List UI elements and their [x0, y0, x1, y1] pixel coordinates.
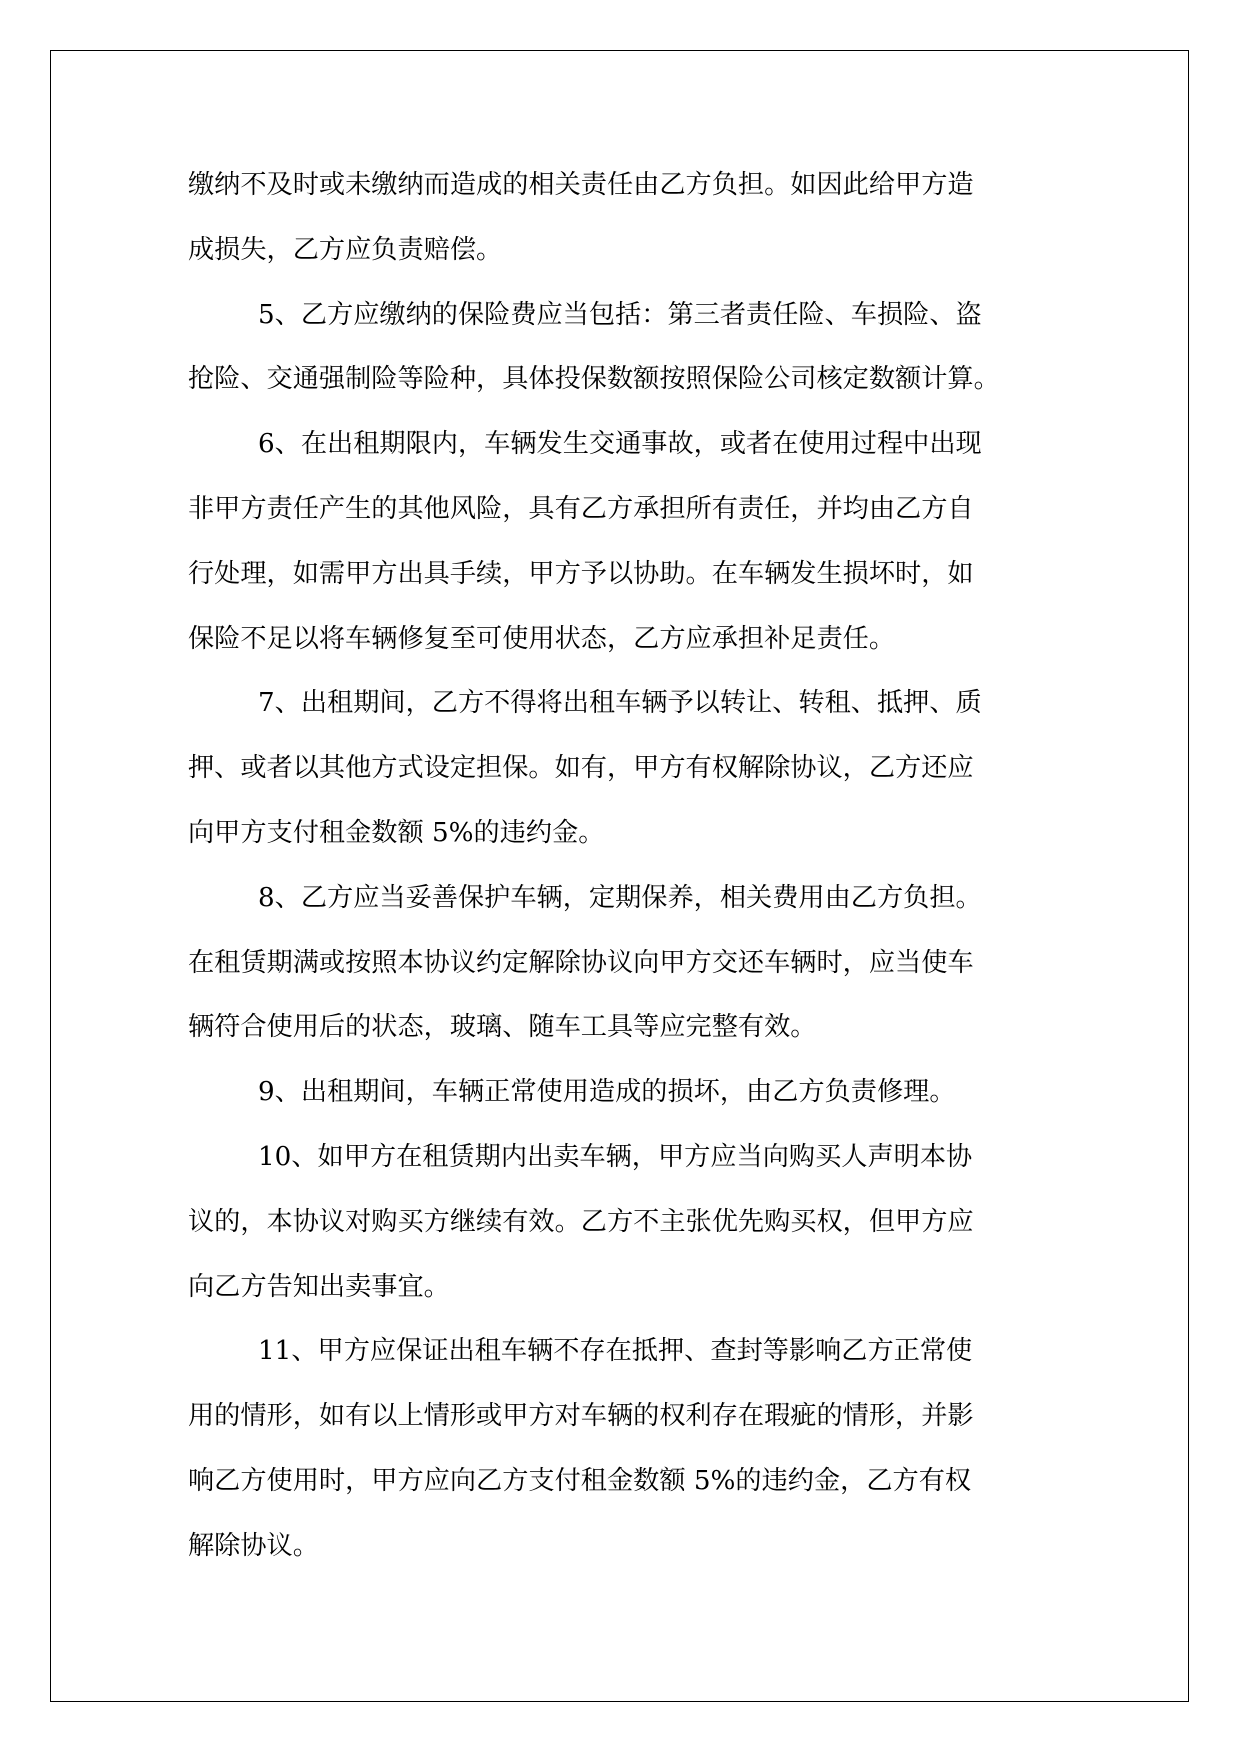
- clause-10-line: 10、如甲方在租赁期内出卖车辆，甲方应当向购买人声明本协: [258, 1141, 973, 1172]
- clause-9-line: 9、出租期间，车辆正常使用造成的损坏，由乙方负责修理。: [258, 1077, 956, 1108]
- document-body: [188, 153, 1054, 1579]
- clause-8-line: 8、乙方应当妥善保护车辆，定期保养，相关费用由乙方负担。: [258, 882, 982, 913]
- text-line: 押、或者以其他方式设定担保。如有，甲方有权解除协议，乙方还应: [188, 753, 974, 784]
- text-line: 向乙方告知出卖事宜。: [188, 1271, 450, 1302]
- clause-5-line: 5、乙方应缴纳的保险费应当包括：第三者责任险、车损险、盗: [258, 299, 982, 330]
- text-line: 解除协议。: [188, 1530, 319, 1561]
- clause-7-line: 7、出租期间，乙方不得将出租车辆予以转让、转租、抵押、质: [258, 688, 982, 719]
- text-line: 非甲方责任产生的其他风险，具有乙方承担所有责任，并均由乙方自: [188, 493, 974, 524]
- text-line: 缴纳不及时或未缴纳而造成的相关责任由乙方负担。如因此给甲方造: [188, 170, 974, 200]
- text-line: 议的，本协议对购买方继续有效。乙方不主张优先购买权，但甲方应: [188, 1206, 974, 1237]
- text-line: 抢险、交通强制险等险种，具体投保数额按照保险公司核定数额计算。: [188, 364, 1000, 395]
- text-line: 保险不足以将车辆修复至可使用状态，乙方应承担补足责任。: [188, 623, 896, 654]
- text-line: 用的情形，如有以上情形或甲方对车辆的权利存在瑕疵的情形，并影: [188, 1401, 974, 1432]
- text-line: 辆符合使用后的状态，玻璃、随车工具等应完整有效。: [188, 1012, 817, 1043]
- text-line: 响乙方使用时，甲方应向乙方支付租金数额 5%的违约金，乙方有权: [188, 1465, 972, 1496]
- text-line: 行处理，如需甲方出具手续，甲方予以协助。在车辆发生损坏时，如: [188, 558, 974, 589]
- text-line: 向甲方支付租金数额 5%的违约金。: [188, 817, 605, 848]
- text-line: 在租赁期满或按照本协议约定解除协议向甲方交还车辆时，应当使车: [188, 947, 974, 978]
- clause-6-line: 6、在出租期限内，车辆发生交通事故，或者在使用过程中出现: [258, 429, 982, 460]
- text-line: 成损失，乙方应负责赔偿。: [188, 234, 503, 265]
- clause-11-line: 11、甲方应保证出租车辆不存在抵押、查封等影响乙方正常使: [258, 1336, 973, 1367]
